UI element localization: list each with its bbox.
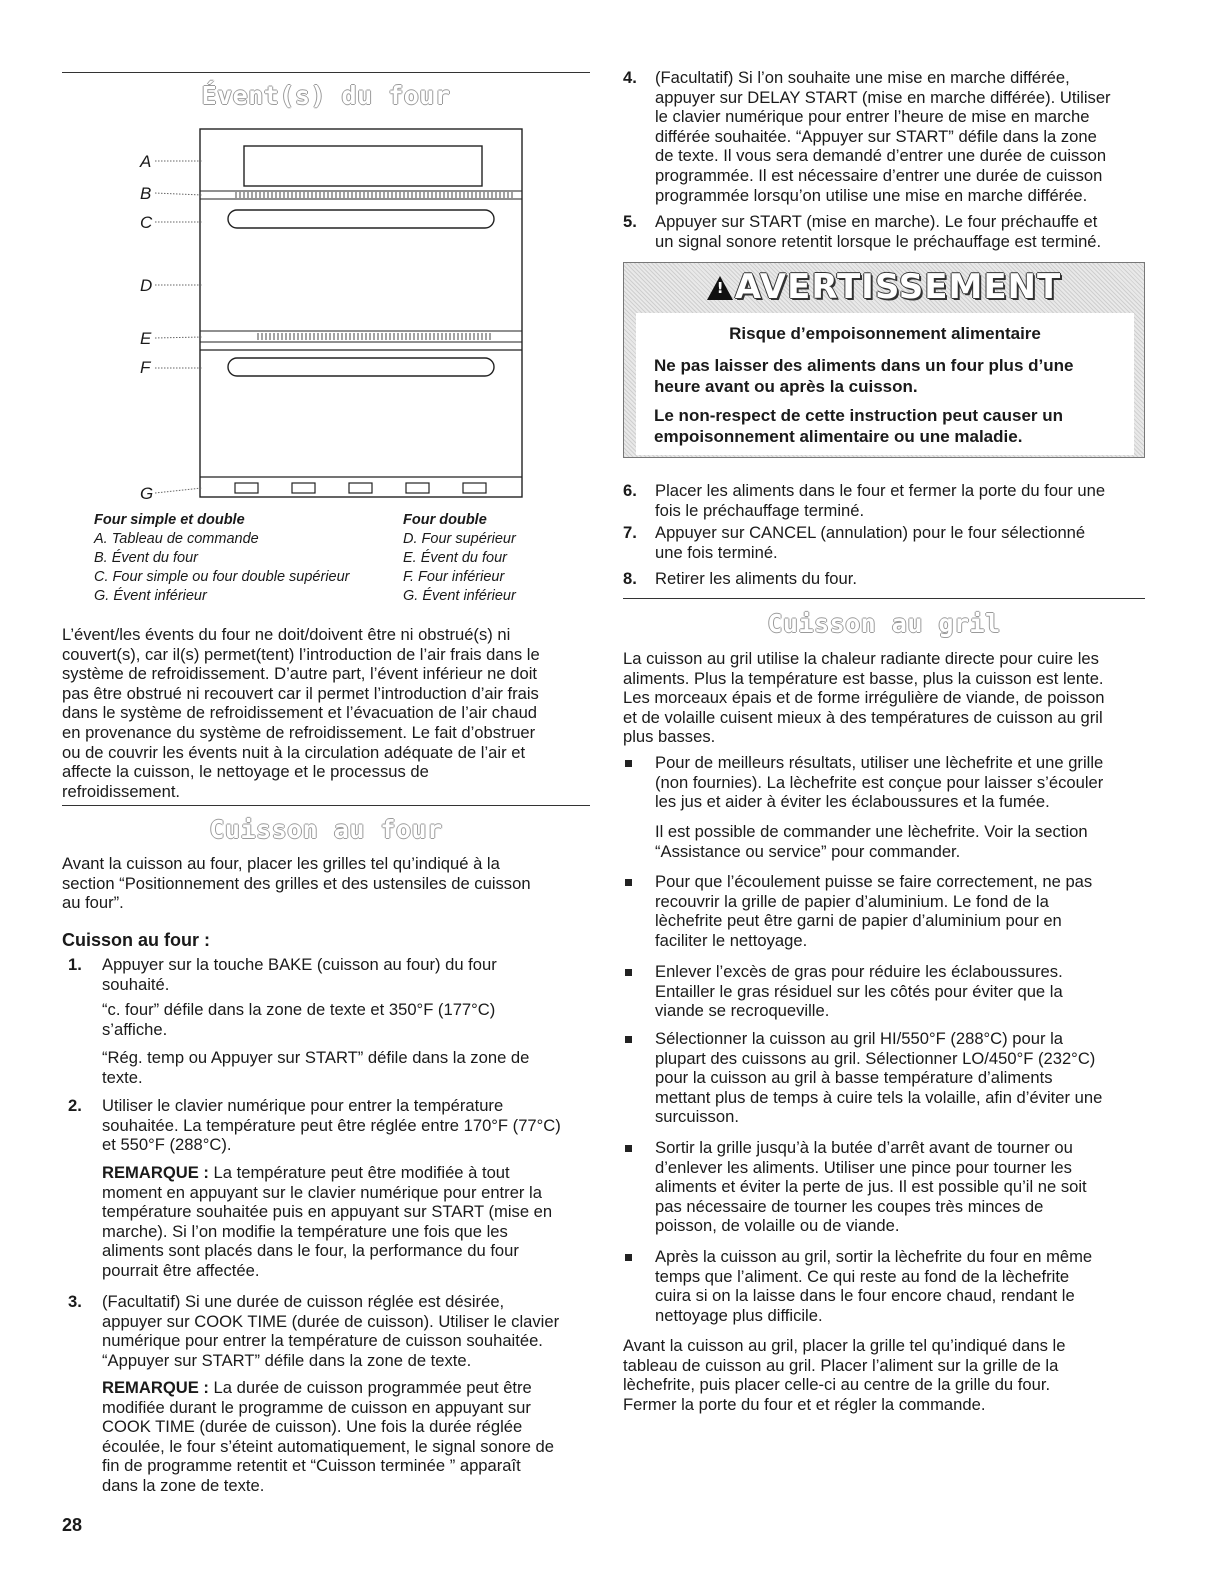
- caption-heading-2: Four double: [403, 512, 487, 528]
- bullet-5-text: [655, 1138, 1155, 1236]
- step-8-text: Retirer les aliments du four.: [655, 569, 857, 588]
- text-line: La cuisson au gril utilise la chaleur radiante directe pour cuire les: [623, 649, 1099, 668]
- warning-text-2: [654, 405, 1134, 447]
- diagram-label-e: E: [140, 329, 152, 348]
- text-line: et 550°F (288°C).: [102, 1135, 232, 1155]
- step-7-text: [655, 523, 1155, 562]
- text-line: Pour de meilleurs résultats, utiliser une lèchefrite et une grille: [655, 753, 1104, 772]
- text-line: température souhaitée puis en appuyant sur START (mise en: [102, 1202, 553, 1222]
- text-line: d’enlever les aliments. Utiliser une pince pour tourner les: [655, 1157, 1072, 1177]
- text-line: de texte. Il vous sera demandé d’entrer une durée de cuisson: [655, 146, 1107, 166]
- text-line: appuyer sur COOK TIME (durée de cuisson). Utiliser le clavier: [102, 1311, 560, 1331]
- text-line: dans la zone de texte.: [102, 1475, 265, 1495]
- diagram-label-d: D: [140, 276, 153, 295]
- note-label: REMARQUE :: [102, 1163, 209, 1182]
- text-line: lèchefrite peut être garni de papier d’aluminium pour en: [655, 911, 1062, 931]
- warning-subtitle: Risque d’empoisonnement alimentaire: [729, 324, 1041, 343]
- text-line: nettoyage plus difficile.: [655, 1305, 823, 1325]
- text-line: heure avant ou après la cuisson.: [654, 377, 918, 396]
- text-line: écoulée, le four s’éteint automatiquement, le signal sonore de: [102, 1436, 555, 1456]
- broil-intro: [623, 649, 1153, 747]
- broil-section-title: Cuisson au gril: [767, 609, 1001, 638]
- bullet-marker: [625, 1145, 632, 1152]
- text-line: aliments. Plus la température est basse, plus la cuisson est lente.: [623, 668, 1104, 688]
- text-line: et de volaille cuisent mieux à des températures de cuisson au gril: [623, 707, 1103, 727]
- text-line: pour la cuisson au gril à basse température d’aliments: [655, 1068, 1053, 1088]
- text-line: plupart des cuissons au gril. Sélectionner LO/450°F (232°C): [655, 1048, 1096, 1068]
- warning-title: [624, 263, 1144, 311]
- warning-title-text: AVERTISSEMENT: [734, 267, 1062, 307]
- text-line: “Rég. temp ou Appuyer sur START” défile dans la zone de: [102, 1048, 530, 1067]
- text-line: pourrait être affectée.: [102, 1260, 260, 1280]
- text-line: pas nécessaire de tourner les coupes très minces de: [655, 1196, 1044, 1216]
- diagram-label-g: G: [140, 484, 154, 503]
- text-line: ou de couvrir les évents nuit à la circulation adéquate de l’air et: [62, 742, 526, 762]
- text-line: section “Positionnement des grilles et des ustensiles de cuisson: [62, 873, 531, 893]
- caption-item: D. Four supérieur: [403, 531, 516, 547]
- step-number: 7.: [623, 523, 637, 542]
- step-4-text: [655, 68, 1155, 205]
- diagram-label-a: A: [140, 152, 152, 171]
- text-line: lèchefrite, puis placer celle-ci au centre de la grille du four.: [623, 1375, 1051, 1395]
- text-line: un signal sonore retentit lorsque le préchauffage est terminé.: [655, 231, 1102, 251]
- text-line: L’évent/les évents du four ne doit/doivent être ni obstrué(s) ni: [62, 625, 511, 644]
- broil-outro: [623, 1336, 1153, 1414]
- text-line: programmée. Il est nécessaire d’entrer une durée de cuisson: [655, 165, 1103, 185]
- text-line: système de refroidissement. D’autre part, l’évent inférieur ne doit: [62, 664, 537, 684]
- step-1-para-3: [102, 1048, 602, 1087]
- bullet-marker: [625, 1254, 632, 1261]
- text-line: fois le préchauffage terminé.: [655, 500, 865, 520]
- caption-heading-1: Four simple et double: [94, 512, 245, 528]
- text-line: Enlever l’excès de gras pour réduire les éclaboussures.: [655, 962, 1063, 981]
- step-6-text: [655, 481, 1155, 520]
- caption-item: A. Tableau de commande: [94, 531, 259, 547]
- text-line: La durée de cuisson programmée peut être: [208, 1378, 532, 1397]
- caption-item: E. Évent du four: [403, 550, 507, 566]
- caption-item: G. Évent inférieur: [403, 588, 516, 604]
- text-line: couvert(s), car il(s) permet(tent) l’introduction de l’air frais dans le: [62, 644, 540, 664]
- bake-section-title: Cuisson au four: [209, 815, 443, 844]
- top-rule-left: [62, 72, 590, 73]
- text-line: texte.: [102, 1067, 143, 1087]
- text-line: moment en appuyant sur le clavier numérique pour entrer la: [102, 1182, 542, 1202]
- text-line: Placer les aliments dans le four et fermer la porte du four une: [655, 481, 1106, 500]
- oven-diagram: [120, 125, 540, 505]
- text-line: Sortir la grille jusqu’à la butée d’arrêt avant de tourner ou: [655, 1138, 1073, 1157]
- text-line: Entailler le gras résiduel sur les côtés pour éviter que la: [655, 981, 1063, 1001]
- bullet-1-text: [655, 753, 1155, 812]
- step-number: 3.: [68, 1292, 82, 1311]
- text-line: recouvrir la grille de papier d’aluminium. Le fond de la: [655, 891, 1049, 911]
- step-5-text: [655, 212, 1155, 251]
- bullet-4-text: [655, 1029, 1155, 1127]
- warning-box: [623, 262, 1145, 458]
- text-line: “Appuyer sur START” défile dans la zone de texte.: [102, 1350, 472, 1370]
- step-number: 4.: [623, 68, 637, 87]
- text-line: Appuyer sur la touche BAKE (cuisson au four) du four: [102, 955, 497, 974]
- text-line: Appuyer sur CANCEL (annulation) pour le four sélectionné: [655, 523, 1086, 542]
- text-line: marche). Si l’on modifie la température une fois que les: [102, 1221, 508, 1241]
- text-line: souhaité.: [102, 974, 170, 994]
- bake-subhead: Cuisson au four :: [62, 930, 210, 950]
- step-number: 1.: [68, 955, 82, 974]
- text-line: La température peut être modifiée à tout: [208, 1163, 510, 1182]
- text-line: Il est possible de commander une lèchefrite. Voir la section: [655, 822, 1088, 841]
- text-line: (Facultatif) Si une durée de cuisson réglée est désirée,: [102, 1292, 505, 1311]
- text-line: Sélectionner la cuisson au gril HI/550°F (288°C) pour la: [655, 1029, 1064, 1048]
- text-line: COOK TIME (durée de cuisson). Une fois la durée réglée: [102, 1417, 523, 1437]
- bake-intro: [62, 854, 602, 913]
- text-line: Avant la cuisson au four, placer les grilles tel qu’indiqué à la: [62, 854, 500, 873]
- vents-paragraph: [62, 625, 602, 801]
- step-3-note: [102, 1378, 602, 1496]
- text-line: temps que l’aliment. Ce qui reste au fond de la lèchefrite: [655, 1266, 1070, 1286]
- step-number: 2.: [68, 1096, 82, 1115]
- text-line: affecte la cuisson, le nettoyage et le processus de: [62, 762, 429, 782]
- text-line: viande se recroqueville.: [655, 1001, 830, 1021]
- bullet-2-text: [655, 872, 1155, 950]
- text-line: s’affiche.: [102, 1019, 168, 1039]
- text-line: Pour que l’écoulement puisse se faire correctement, ne pas: [655, 872, 1093, 891]
- caption-item: B. Évent du four: [94, 550, 198, 566]
- step-3-text: [102, 1292, 602, 1370]
- page-number: 28: [62, 1515, 83, 1535]
- text-line: souhaitée. La température peut être réglée entre 170°F (77°C): [102, 1115, 561, 1135]
- step-1-para-2: [102, 1000, 602, 1039]
- text-line: fin de programme retentit et “Cuisson terminée ” apparaît: [102, 1456, 521, 1476]
- step-number: 5.: [623, 212, 637, 231]
- bullet-marker: [625, 879, 632, 886]
- caption-item: G. Évent inférieur: [94, 588, 207, 604]
- text-line: modifiée durant le programme de cuisson en appuyant sur: [102, 1397, 531, 1417]
- text-line: Fermer la porte du four et et régler la commande.: [623, 1394, 986, 1414]
- text-line: dans le système de refroidissement et l’évacuation de l’air chaud: [62, 703, 538, 723]
- text-line: poisson, de volaille ou de viande.: [655, 1216, 900, 1236]
- text-line: les jus et aider à éviter les éclaboussures et la fumée.: [655, 792, 1050, 812]
- text-line: “Assistance ou service” pour commander.: [655, 841, 961, 861]
- rule-broil: [623, 598, 1145, 599]
- text-line: refroidissement.: [62, 781, 181, 801]
- upper-vent-slots: [236, 192, 512, 198]
- note-label: REMARQUE :: [102, 1378, 209, 1397]
- text-line: au four”.: [62, 893, 124, 913]
- diagram-caption-col1: [94, 511, 394, 606]
- diagram-caption-col2: [403, 511, 593, 606]
- text-line: aliments sont placés dans le four, la performance du four: [102, 1241, 519, 1261]
- text-line: Appuyer sur START (mise en marche). Le four préchauffe et: [655, 212, 1098, 231]
- bullet-marker: [625, 1036, 632, 1043]
- text-line: programmée lorsqu’on utilise une mise en marche différée.: [655, 185, 1088, 205]
- vents-section-title: Évent(s) du four: [201, 81, 451, 110]
- text-line: empoisonnement alimentaire ou une maladie.: [654, 427, 1023, 446]
- text-line: (Facultatif) Si l’on souhaite une mise en marche différée,: [655, 68, 1070, 87]
- step-number: 8.: [623, 569, 637, 588]
- diagram-label-c: C: [140, 213, 153, 232]
- text-line: (non fournies). La lèchefrite est conçue pour laisser s’écouler: [655, 772, 1104, 792]
- step-2-text: [102, 1096, 602, 1155]
- bullet-6-text: [655, 1247, 1155, 1325]
- step-1-text: [102, 955, 602, 994]
- text-line: surcuisson.: [655, 1107, 739, 1127]
- bullet-marker: [625, 969, 632, 976]
- text-line: Après la cuisson au gril, sortir la lèchefrite du four en même: [655, 1247, 1093, 1266]
- text-line: numérique pour entrer la température de cuisson souhaitée.: [102, 1331, 543, 1351]
- bullet-marker: [625, 760, 632, 767]
- text-line: appuyer sur DELAY START (mise en marche différée). Utiliser: [655, 87, 1111, 107]
- step-2-note: [102, 1163, 602, 1281]
- text-line: Le non-respect de cette instruction peut causer un: [654, 406, 1064, 425]
- text-line: plus basses.: [623, 727, 716, 747]
- bullet-1-para-2: [655, 822, 1155, 861]
- text-line: Ne pas laisser des aliments dans un four plus d’une: [654, 356, 1074, 375]
- rule-bake: [62, 805, 590, 806]
- text-line: Avant la cuisson au gril, placer la grille tel qu’indiqué dans le: [623, 1336, 1066, 1355]
- text-line: mettant plus de temps à cuire tels la volaille, afin d’éviter une: [655, 1087, 1103, 1107]
- text-line: une fois terminé.: [655, 542, 778, 562]
- diagram-label-b: B: [140, 184, 152, 203]
- text-line: faciliter le nettoyage.: [655, 930, 808, 950]
- text-line: aliments et éviter la perte de jus. Il est possible qu’il ne soit: [655, 1177, 1087, 1197]
- text-line: Utiliser le clavier numérique pour entrer la température: [102, 1096, 504, 1115]
- warning-content: [636, 313, 1134, 455]
- text-line: “c. four” défile dans la zone de texte et 350°F (177°C): [102, 1000, 496, 1019]
- diagram-label-f: F: [140, 358, 151, 377]
- text-line: pas être obstrué ni recouvert car il permet l’introduction d’air frais: [62, 683, 539, 703]
- lower-vent-slots: [258, 333, 490, 340]
- text-line: Les morceaux épais et de forme irrégulière de viande, de poisson: [623, 688, 1105, 708]
- text-line: cuira si on la laisse dans le four encore chaud, rendant le: [655, 1286, 1075, 1306]
- bullet-3-text: [655, 962, 1155, 1021]
- text-line: différée souhaitée. “Appuyer sur START” défile dans la zone: [655, 126, 1097, 146]
- step-number: 6.: [623, 481, 637, 500]
- warning-icon: [707, 276, 733, 300]
- caption-item: F. Four inférieur: [403, 569, 505, 585]
- text-line: le clavier numérique pour entrer l’heure de mise en marche: [655, 107, 1090, 127]
- text-line: tableau de cuisson au gril. Placer l’aliment sur la grille de la: [623, 1355, 1059, 1375]
- warning-text-1: [654, 355, 1134, 397]
- caption-item: C. Four simple ou four double supérieur: [94, 569, 350, 585]
- text-line: en provenance du système de refroidissement. Le fait d’obstruer: [62, 722, 536, 742]
